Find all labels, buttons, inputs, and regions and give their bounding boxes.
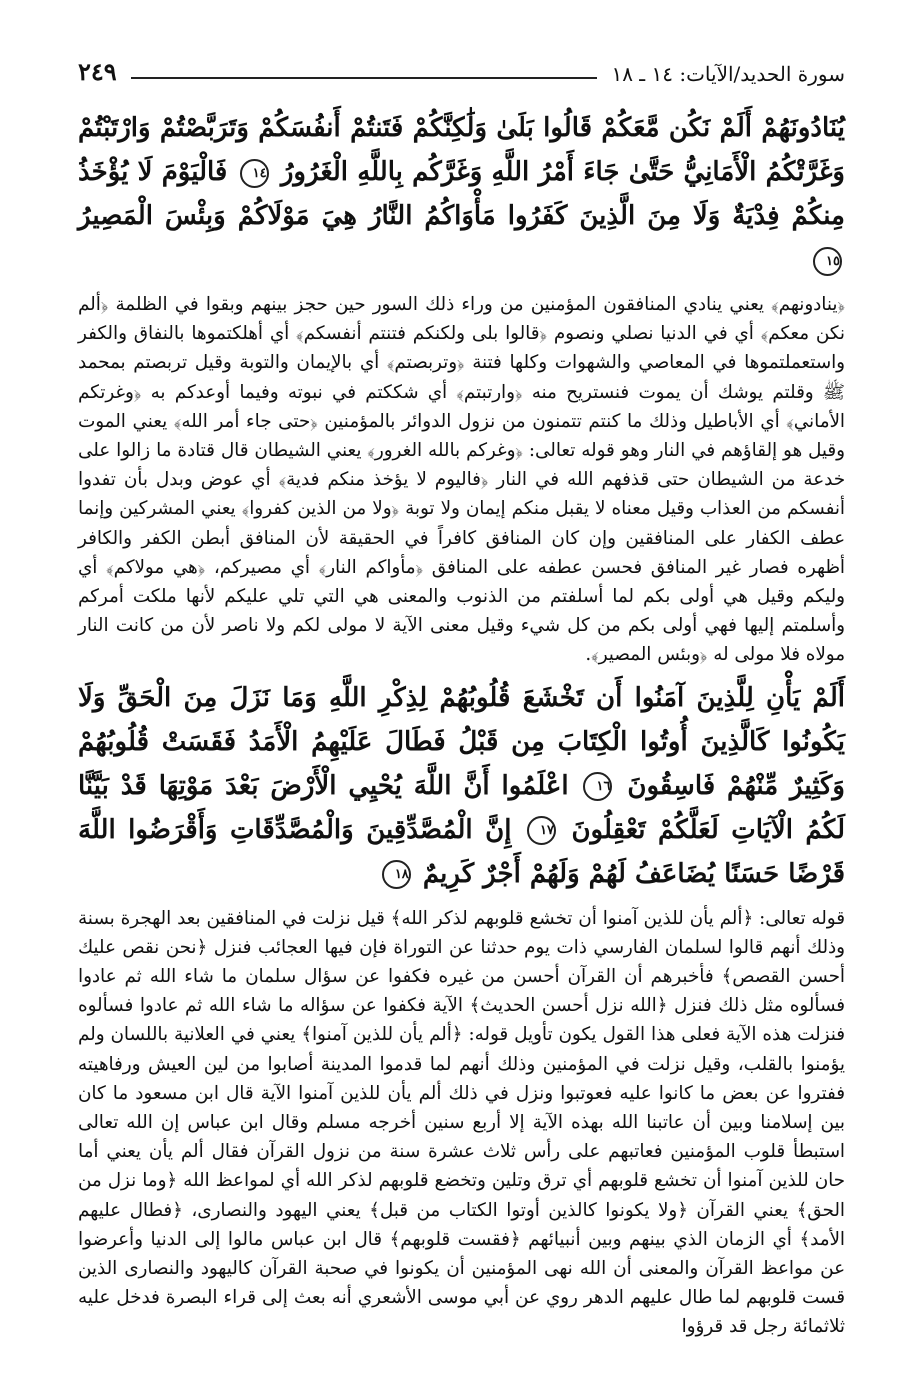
quran-verses-14-15 bbox=[78, 106, 845, 282]
verse-number-marker: ١٨ bbox=[382, 860, 411, 889]
verse-number-marker: ١٧ bbox=[527, 816, 556, 845]
verse-17-text: اعْلَمُوا أَنَّ اللَّهَ يُحْيِي الْأَرْضَ بَعْدَ مَوْتِهَا قَدْ بَيَّنَّا لَكُمُ الْآيَاتِ لَعَلَّكُمْ تَعْقِلُونَ bbox=[78, 770, 845, 845]
page-header bbox=[78, 50, 845, 86]
verse-number-marker: ١٦ bbox=[583, 772, 612, 801]
surah-title: سورة الحديد/الآيات: ١٤ ـ ١٨ bbox=[611, 62, 845, 86]
verse-16-text: أَلَمْ يَأْنِ لِلَّذِينَ آمَنُوا أَن تَخْشَعَ قُلُوبُهُمْ لِذِكْرِ اللَّهِ وَمَا نَزَلَ مِنَ الْحَقِّ وَلَا يَكُونُوا كَالَّذِينَ أُوتُوا الْكِتَابَ مِن قَبْلُ فَطَالَ عَلَيْهِمُ الْأَمَدُ فَقَسَتْ قُلُوبُهُمْ وَكَثِيرٌ مِّنْهُمْ فَاسِقُونَ bbox=[78, 682, 845, 801]
verse-number-marker: ١٤ bbox=[240, 159, 269, 188]
verse-18-text: إِنَّ الْمُصَّدِّقِينَ وَالْمُصَّدِّقَاتِ وَأَقْرَضُوا اللَّهَ قَرْضًا حَسَنًا يُضَاعَفُ لَهُمْ وَلَهُمْ أَجْرٌ كَرِيمٌ bbox=[78, 814, 845, 889]
verse-15-text: فَالْيَوْمَ لَا يُؤْخَذُ مِنكُمْ فِدْيَةٌ وَلَا مِنَ الَّذِينَ كَفَرُوا مَأْوَاكُمُ النَّارُ هِيَ مَوْلَاكُمْ وَبِئْسَ الْمَصِيرُ bbox=[78, 157, 845, 231]
header-rule bbox=[131, 77, 598, 79]
verse-14-text: يُنَادُونَهُمْ أَلَمْ نَكُن مَّعَكُمْ قَالُوا بَلَىٰ وَلَٰكِنَّكُمْ فَتَنتُمْ أَنفُسَكُمْ وَتَرَبَّصْتُمْ وَارْتَبْتُمْ وَغَرَّتْكُمُ الْأَمَانِيُّ حَتَّىٰ جَاءَ أَمْرُ اللَّهِ وَغَرَّكُم بِاللَّهِ الْغَرُورُ bbox=[78, 113, 845, 187]
verse-number-marker: ١٥ bbox=[813, 247, 842, 276]
quran-verses-16-18 bbox=[78, 676, 845, 896]
commentary-verses-16-18: قوله تعالى: ﴿ألم يأن للذين آمنوا أن تخشع قلوبهم لذكر الله﴾ قيل نزلت في المنافقين بعد الهجرة بسنة وذلك أنهم قالوا لسلمان الفارسي ذات يوم حدثنا عن التوراة فإن فيها العجائب فنزل ﴿نحن نقص عليك أحسن القصص﴾ فأخبرهم أن القرآن أحسن من غيره فكفوا عن سؤال سلمان ما شاء الله ثم عادوا فسألوه مثل ذلك فنزل ﴿الله نزل أحسن الحديث﴾ الآية فكفوا عن سؤاله ما شاء الله ثم عادوا فسألوه فنزلت هذه الآية فعلى هذا القول يكون تأويل قوله: ﴿ألم يأن للذين آمنوا﴾ يعني في العلانية باللسان ولم يؤمنوا بالقلب، وقيل نزلت في المؤمنين وذلك أنهم لما قدموا المدينة أصابوا من لين العيش ورفاهيته ففتروا عن بعض ما كانوا عليه فعوتبوا ونزل في ذلك ألم يأن للذين آمنوا الآية قال ابن مسعود ما كان بين إسلامنا وبين أن عاتبنا الله بهذه الآية إلا أربع سنين أخرجه مسلم وقال ابن عباس إن الله تعالى استبطأ قلوب المؤمنين فعاتبهم على رأس ثلاث عشرة سنة من نزول القرآن فقال ألم يأن يعني أما حان للذين آمنوا أن تخشع قلوبهم أي ترق وتلين وتخضع قلوبهم لذكر الله أي لمواعظ الله ﴿وما نزل من الحق﴾ يعني القرآن ﴿ولا يكونوا كالذين أوتوا الكتاب من قبل﴾ يعني اليهود والنصارى، ﴿فطال عليهم الأمد﴾ أي الزمان الذي بينهم وبين أنبيائهم ﴿فقست قلوبهم﴾ قال ابن عباس مالوا إلى الدنيا وأعرضوا عن مواعظ القرآن والمعنى أن الله نهى المؤمنين أن يكونوا في صحبة القرآن كاليهود والنصارى الذين قست قلوبهم لما طال عليهم الدهر روي عن أبي موسى الأشعري أنه بعث إلى قراء البصرة فدخل عليه ثلاثمائة رجل قد قرؤوا bbox=[78, 907, 845, 1338]
page-number: ٢٤٩ bbox=[78, 57, 117, 86]
commentary-verses-14-15: ﴿ينادونهم﴾ يعني ينادي المنافقون المؤمنين من وراء ذلك السور حين حجز بينهم وبقوا في الظلمة ﴿ألم نكن معكم﴾ أي في الدنيا نصلي ونصوم ﴿قالوا بلى ولكنكم فتنتم أنفسكم﴾ أي أهلكتموها بالنفاق والكفر واستعملتموها في المعاصي والشهوات وكلها فتنة ﴿وتربصتم﴾ أي بالإيمان والتوبة وقيل تربصتم بمحمد ﷺ وقلتم يوشك أن يموت فنستريح منه ﴿وارتبتم﴾ أي شككتم في نبوته وفيما أوعدكم به ﴿وغرتكم الأماني﴾ أي الأباطيل وذلك ما كنتم تتمنون من نزول الدوائر بالمؤمنين ﴿حتى جاء أمر الله﴾ يعني الموت وقيل هو إلقاؤهم في النار وهو قوله تعالى: ﴿وغركم بالله الغرور﴾ يعني الشيطان قال قتادة ما زالوا على خدعة من الشيطان حتى قذفهم الله في النار ﴿فاليوم لا يؤخذ منكم فدية﴾ أي عوض وبدل بأن تفدوا أنفسكم من العذاب وقيل معناه لا يقبل منكم إيمان ولا توبة ﴿ولا من الذين كفروا﴾ يعني المشركين وإنما عطف الكفار على المنافقين وإن كان المنافق كافراً في الحقيقة لأن المنافق أبطن الكفر والكافر أظهره فصار غير المنافق فحسن عطفه على المنافق ﴿مأواكم النار﴾ أي مصيركم، ﴿هي مولاكم﴾ أي وليكم وقيل هي أولى بكم لما أسلفتم من الذنوب والمعنى هي التي تلي عليكم لأنها ملكت أمركم وأسلمتم إليها فهي أولى بكم من كل شيء وقيل معنى الآية لا مولى لكم ولا ناصر لأن من كانت النار مولاه فلا مولى له ﴿وبئس المصير﴾. bbox=[78, 294, 845, 666]
